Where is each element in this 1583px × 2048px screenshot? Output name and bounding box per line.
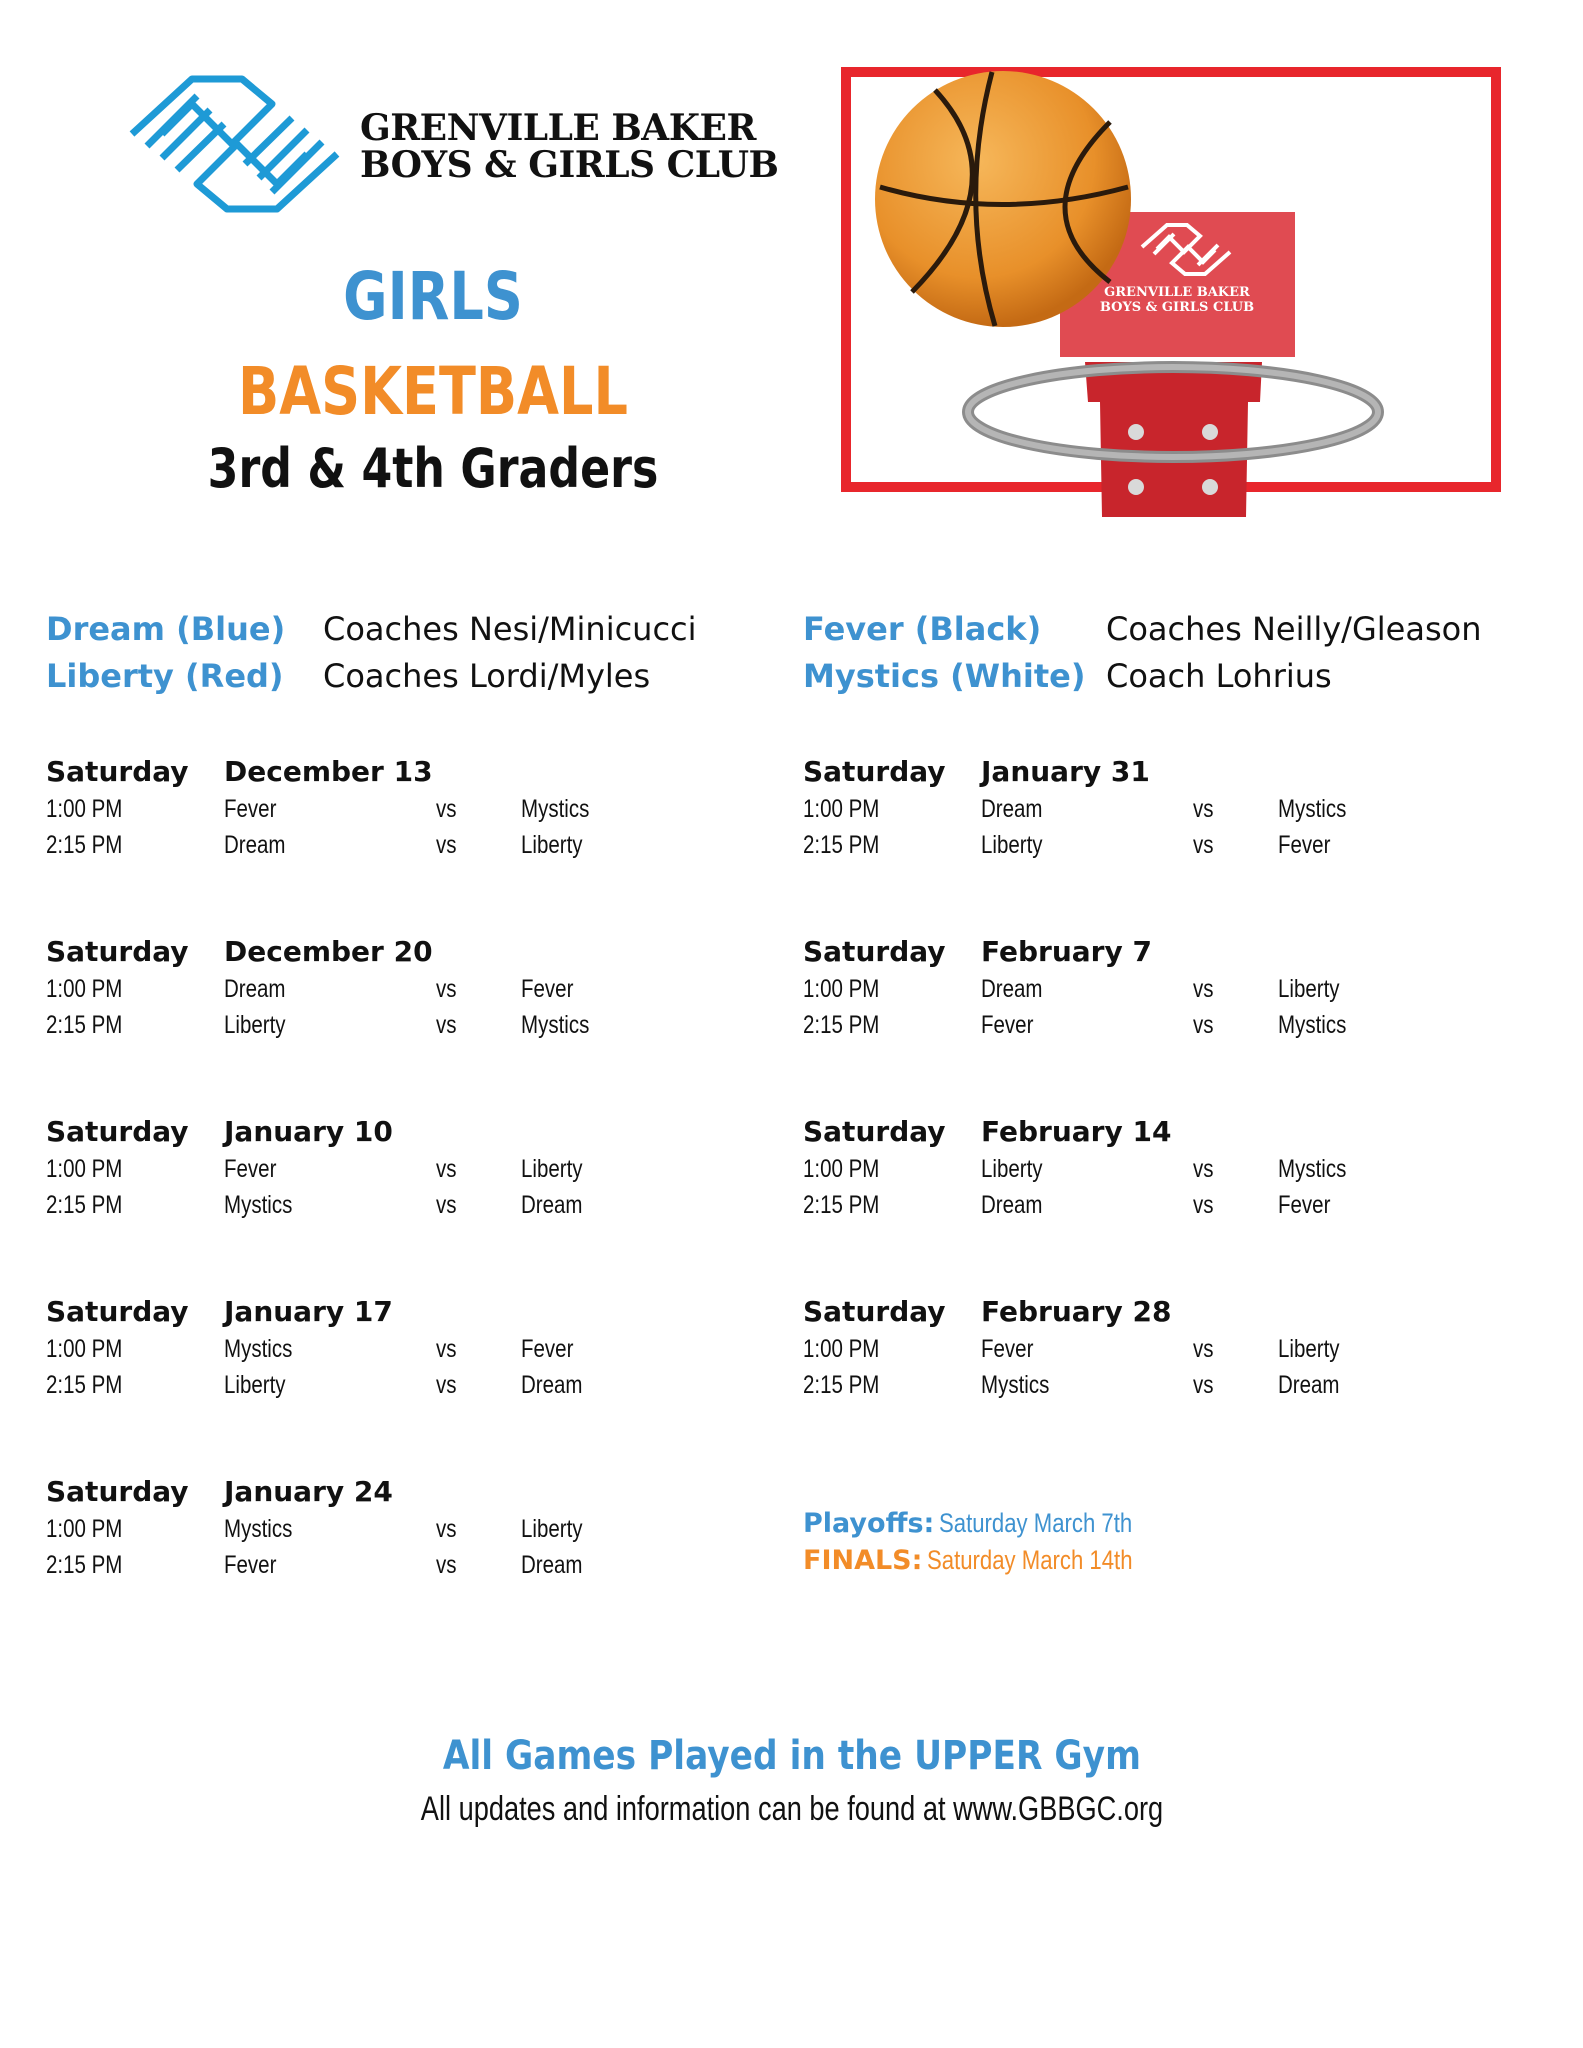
game-away: Fever [1278, 1191, 1331, 1219]
schedule-day: Saturday [46, 1115, 189, 1148]
game-home: Dream [224, 975, 286, 1003]
title-girls: GIRLS [343, 258, 523, 335]
game-away: Dream [521, 1551, 583, 1579]
team-name-liberty: Liberty (Red) [46, 657, 284, 695]
schedule-date: January 10 [224, 1115, 393, 1148]
game-time: 1:00 PM [803, 1155, 880, 1183]
game-vs: vs [1193, 831, 1214, 859]
game-time: 1:00 PM [803, 1335, 880, 1363]
team-coaches-dream: Coaches Nesi/Minicucci [323, 610, 697, 648]
game-time: 2:15 PM [46, 1371, 123, 1399]
footer-subtitle-text: All updates and information can be found at www.GBBGC.org [420, 1790, 1163, 1828]
hoop-mount [1085, 362, 1262, 517]
schedule-day: Saturday [803, 755, 946, 788]
game-vs: vs [1193, 795, 1214, 823]
backboard-text-line2: BOYS & GIRLS CLUB [1099, 300, 1255, 315]
game-away: Mystics [1278, 795, 1347, 823]
org-name-line1: GRENVILLE BAKER [360, 107, 756, 149]
game-home: Mystics [224, 1335, 293, 1363]
schedule-date: February 28 [981, 1295, 1172, 1328]
game-away: Fever [521, 1335, 574, 1363]
finals-label: FINALS: [803, 1545, 923, 1576]
game-home: Dream [981, 975, 1043, 1003]
game-home: Mystics [224, 1191, 293, 1219]
game-time: 1:00 PM [46, 1155, 123, 1183]
schedule-day: Saturday [46, 935, 189, 968]
game-vs: vs [436, 975, 457, 1003]
game-home: Fever [224, 1155, 277, 1183]
game-time: 1:00 PM [46, 1335, 123, 1363]
game-away: Dream [521, 1371, 583, 1399]
game-vs: vs [436, 1191, 457, 1219]
team-name-fever: Fever (Black) [803, 610, 1042, 648]
game-away: Liberty [1278, 1335, 1340, 1363]
team-coaches-liberty: Coaches Lordi/Myles [323, 657, 651, 695]
game-vs: vs [1193, 1191, 1214, 1219]
game-vs: vs [436, 1335, 457, 1363]
game-home: Fever [981, 1335, 1034, 1363]
game-home: Liberty [224, 1371, 286, 1399]
game-time: 1:00 PM [803, 975, 880, 1003]
game-time: 1:00 PM [803, 795, 880, 823]
club-logo-icon [122, 74, 347, 214]
schedule-day: Saturday [46, 755, 189, 788]
game-away: Mystics [521, 795, 590, 823]
finals-date: Saturday March 14th [926, 1545, 1133, 1575]
game-away: Dream [1278, 1371, 1340, 1399]
game-vs: vs [436, 1011, 457, 1039]
backboard-text-line1: GRENVILLE BAKER [1104, 285, 1250, 300]
game-away: Liberty [521, 1515, 583, 1543]
game-home: Mystics [224, 1515, 293, 1543]
game-vs: vs [436, 1515, 457, 1543]
game-time: 2:15 PM [46, 1551, 123, 1579]
game-away: Mystics [1278, 1011, 1347, 1039]
game-time: 1:00 PM [46, 1515, 123, 1543]
playoffs-date: Saturday March 7th [938, 1508, 1132, 1538]
playoffs-label: Playoffs: [803, 1508, 935, 1539]
game-time: 2:15 PM [803, 1011, 880, 1039]
team-name-dream: Dream (Blue) [46, 610, 286, 648]
game-time: 1:00 PM [46, 795, 123, 823]
game-vs: vs [1193, 1335, 1214, 1363]
schedule-date: February 14 [981, 1115, 1172, 1148]
game-away: Mystics [1278, 1155, 1347, 1183]
schedule-day: Saturday [46, 1295, 189, 1328]
schedule-day: Saturday [803, 1295, 946, 1328]
game-home: Dream [224, 831, 286, 859]
game-vs: vs [436, 1371, 457, 1399]
game-vs: vs [1193, 975, 1214, 1003]
game-time: 2:15 PM [46, 1191, 123, 1219]
game-vs: vs [1193, 1371, 1214, 1399]
footer-subtitle [0, 1790, 1583, 1829]
game-home: Fever [224, 795, 277, 823]
schedule-date: December 20 [224, 935, 433, 968]
title-basketball: BASKETBALL [237, 353, 629, 430]
game-vs: vs [436, 795, 457, 823]
footer-title-text: All Games Played in the UPPER Gym [442, 1733, 1141, 1779]
game-vs: vs [436, 831, 457, 859]
schedule-day: Saturday [46, 1475, 189, 1508]
game-home: Liberty [981, 831, 1043, 859]
finals-line [803, 1545, 1178, 1576]
game-away: Liberty [1278, 975, 1340, 1003]
basketball-hoop-illustration [840, 62, 1510, 532]
schedule-date: January 17 [224, 1295, 393, 1328]
game-home: Liberty [981, 1155, 1043, 1183]
game-away: Liberty [521, 831, 583, 859]
game-time: 1:00 PM [46, 975, 123, 1003]
game-away: Mystics [521, 1011, 590, 1039]
team-coaches-fever: Coaches Neilly/Gleason [1106, 610, 1482, 648]
schedule-date: January 24 [224, 1475, 393, 1508]
schedule-date: December 13 [224, 755, 433, 788]
schedule-date: January 31 [981, 755, 1150, 788]
team-name-mystics: Mystics (White) [803, 657, 1086, 695]
game-time: 2:15 PM [46, 831, 123, 859]
game-time: 2:15 PM [46, 1011, 123, 1039]
game-home: Fever [981, 1011, 1034, 1039]
schedule-date: February 7 [981, 935, 1152, 968]
footer-title [0, 1733, 1583, 1779]
game-away: Liberty [521, 1155, 583, 1183]
schedule-day: Saturday [803, 1115, 946, 1148]
game-away: Dream [521, 1191, 583, 1219]
game-home: Liberty [224, 1011, 286, 1039]
title-grades: 3rd & 4th Graders [207, 437, 659, 500]
org-name-line2: BOYS & GIRLS CLUB [360, 144, 779, 186]
game-time: 2:15 PM [803, 1191, 880, 1219]
game-vs: vs [436, 1155, 457, 1183]
game-home: Dream [981, 795, 1043, 823]
game-home: Dream [981, 1191, 1043, 1219]
game-away: Fever [521, 975, 574, 1003]
game-vs: vs [1193, 1011, 1214, 1039]
game-vs: vs [1193, 1155, 1214, 1183]
playoffs-line [803, 1508, 1174, 1539]
schedule-day: Saturday [803, 935, 946, 968]
game-time: 2:15 PM [803, 1371, 880, 1399]
game-time: 2:15 PM [803, 831, 880, 859]
game-home: Mystics [981, 1371, 1050, 1399]
game-vs: vs [436, 1551, 457, 1579]
game-home: Fever [224, 1551, 277, 1579]
team-coaches-mystics: Coach Lohrius [1106, 657, 1332, 695]
game-away: Fever [1278, 831, 1331, 859]
